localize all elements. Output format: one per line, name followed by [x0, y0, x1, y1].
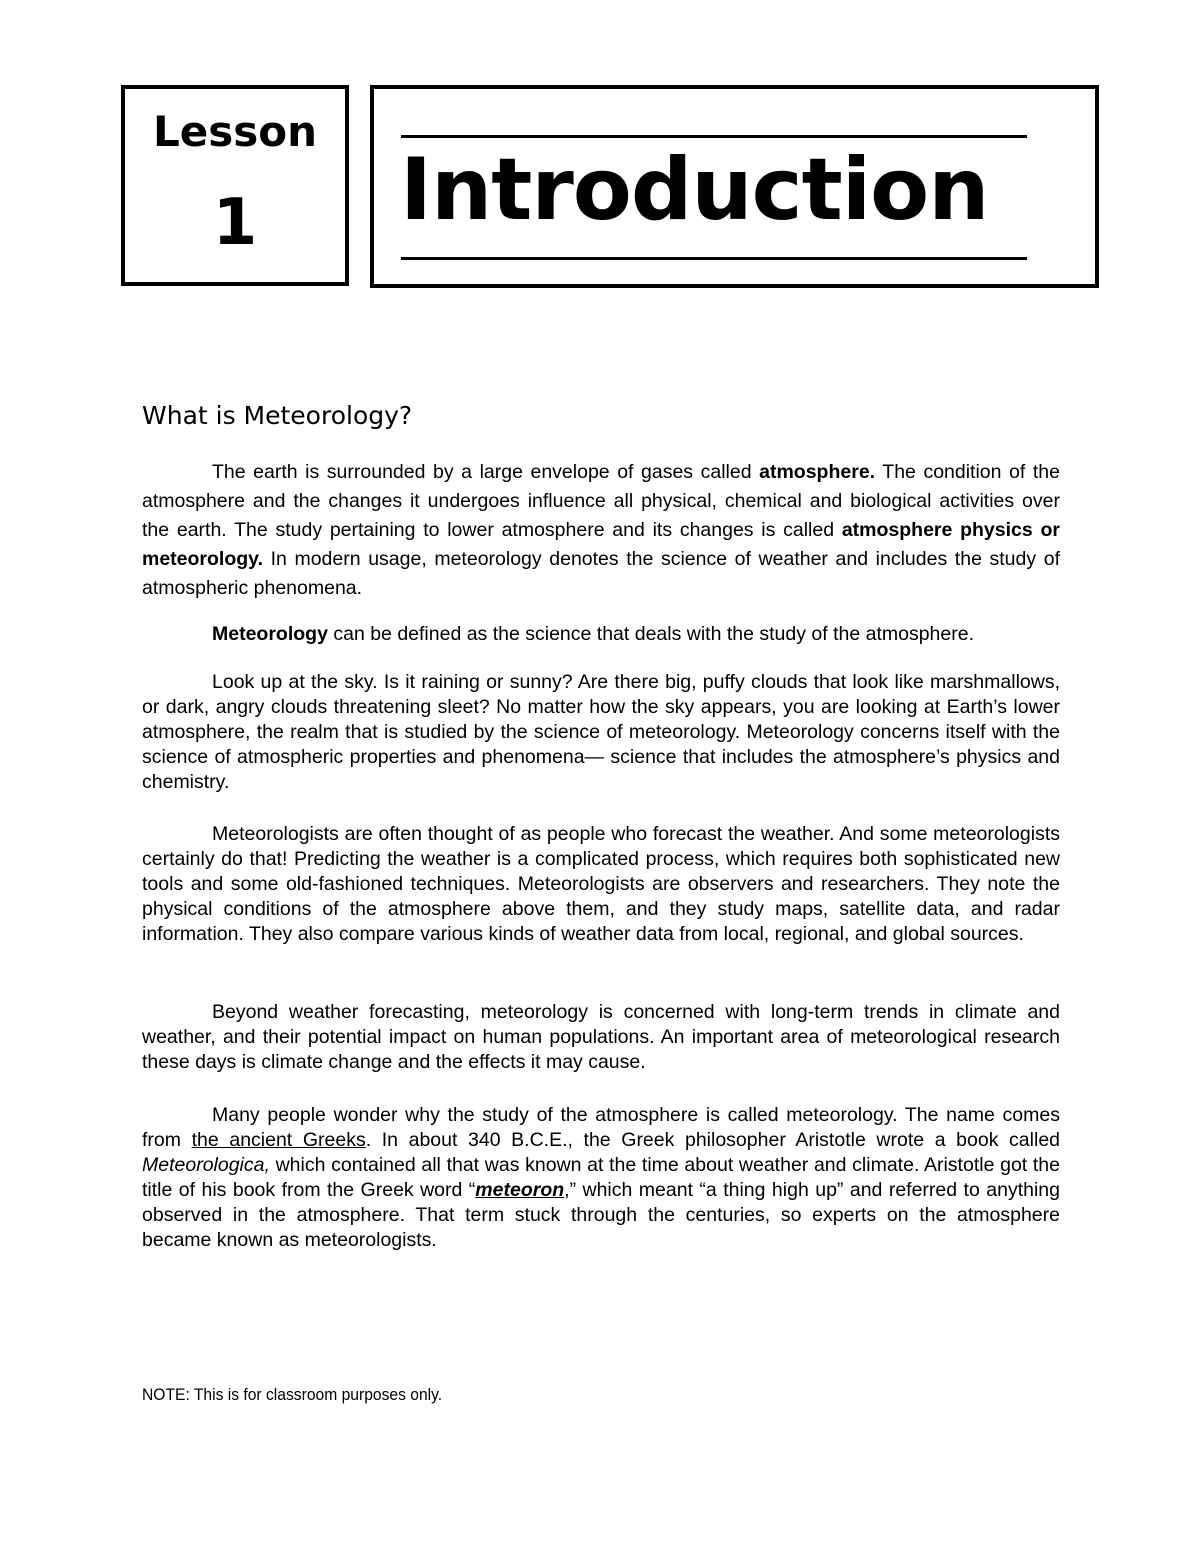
- text-run: The condition of the atmosphere and the changes it undergoes influence all physical, chemical and biological activities over the earth. The study pertaining to lower atmosphere and its changes is called: [142, 461, 1060, 541]
- title-box: [370, 85, 1099, 288]
- text-run: Many people wonder why the study of the atmosphere is called meteorology. The name comes from: [142, 1104, 1060, 1151]
- ancient-greeks-link[interactable]: the ancient Greeks: [191, 1129, 366, 1151]
- paragraph-definition: [142, 620, 1060, 649]
- text-run: Beyond weather forecasting, meteorology is concerned with long-term trends in climate and weather, and their potential impact on human populations. An important area of meteorological research these days is climate change and the effects it may cause.: [142, 1001, 1060, 1073]
- paragraph-look-up: [142, 670, 1060, 795]
- text-run: which contained all that was known at the time about weather and climate. Aristotle got the title of his book from the Greek word “: [142, 1154, 1060, 1201]
- text-run: The earth is surrounded by a large envelope of gases called: [212, 461, 760, 483]
- paragraph-beyond-forecasting: [142, 1000, 1060, 1075]
- text-run: In modern usage, meteorology denotes the science of weather and includes the study of atmospheric phenomena.: [142, 548, 1060, 599]
- title-bottom-rule: [401, 257, 1027, 260]
- lesson-label: Lesson: [152, 107, 317, 156]
- bold-term-meteorology: Meteorology: [212, 623, 328, 645]
- paragraph-atmosphere: [142, 458, 1060, 603]
- paragraph-etymology: [142, 1103, 1060, 1253]
- meteoron-term: meteoron: [475, 1179, 565, 1201]
- lesson-number: 1: [212, 186, 258, 260]
- text-run: . In about 340 B.C.E., the Greek philosopher Aristotle wrote a book called: [365, 1129, 1061, 1151]
- bold-term-meteorology: atmosphere physics or meteorology.: [142, 519, 1060, 570]
- bold-term-atmosphere: atmosphere.: [759, 461, 876, 483]
- text-run: can be defined as the science that deals with the study of the atmosphere.: [327, 623, 975, 645]
- text-run: Meteorologists are often thought of as people who forecast the weather. And some meteorologists certainly do that! Predicting the weather is a complicated process, which requires both sophisticated new tools and some old-fashioned techniques. Meteorologists are observers and researchers. They note the physical conditions of the atmosphere above them, and they study maps, satellite data, and radar information. They also compare various kinds of weather data from local, regional, and global sources.: [142, 823, 1060, 945]
- text-run: Look up at the sky. Is it raining or sunny? Are there big, puffy clouds that look like marshmallows, or dark, angry clouds threatening sleet? No matter how the sky appears, you are looking at Earth’s lower atmosphere, the realm that is studied by the science of meteorology. Meteorology concerns itself with the science of atmospheric properties and phenomena— science that includes the atmosphere’s physics and chemistry.: [142, 671, 1060, 793]
- text-run: ,” which meant “a thing high up” and referred to anything observed in the atmosphere. That term stuck through the centuries, so experts on the atmosphere became known as meteorologists.: [142, 1179, 1060, 1251]
- italic-book-title: Meteorologica,: [142, 1154, 270, 1176]
- page-title: Introduction: [400, 140, 989, 240]
- classroom-note: NOTE: This is for classroom purposes only.: [142, 1385, 443, 1404]
- section-heading: What is Meteorology?: [142, 401, 413, 430]
- paragraph-meteorologists: [142, 822, 1060, 947]
- title-top-rule: [401, 135, 1027, 138]
- lesson-box: [121, 85, 349, 286]
